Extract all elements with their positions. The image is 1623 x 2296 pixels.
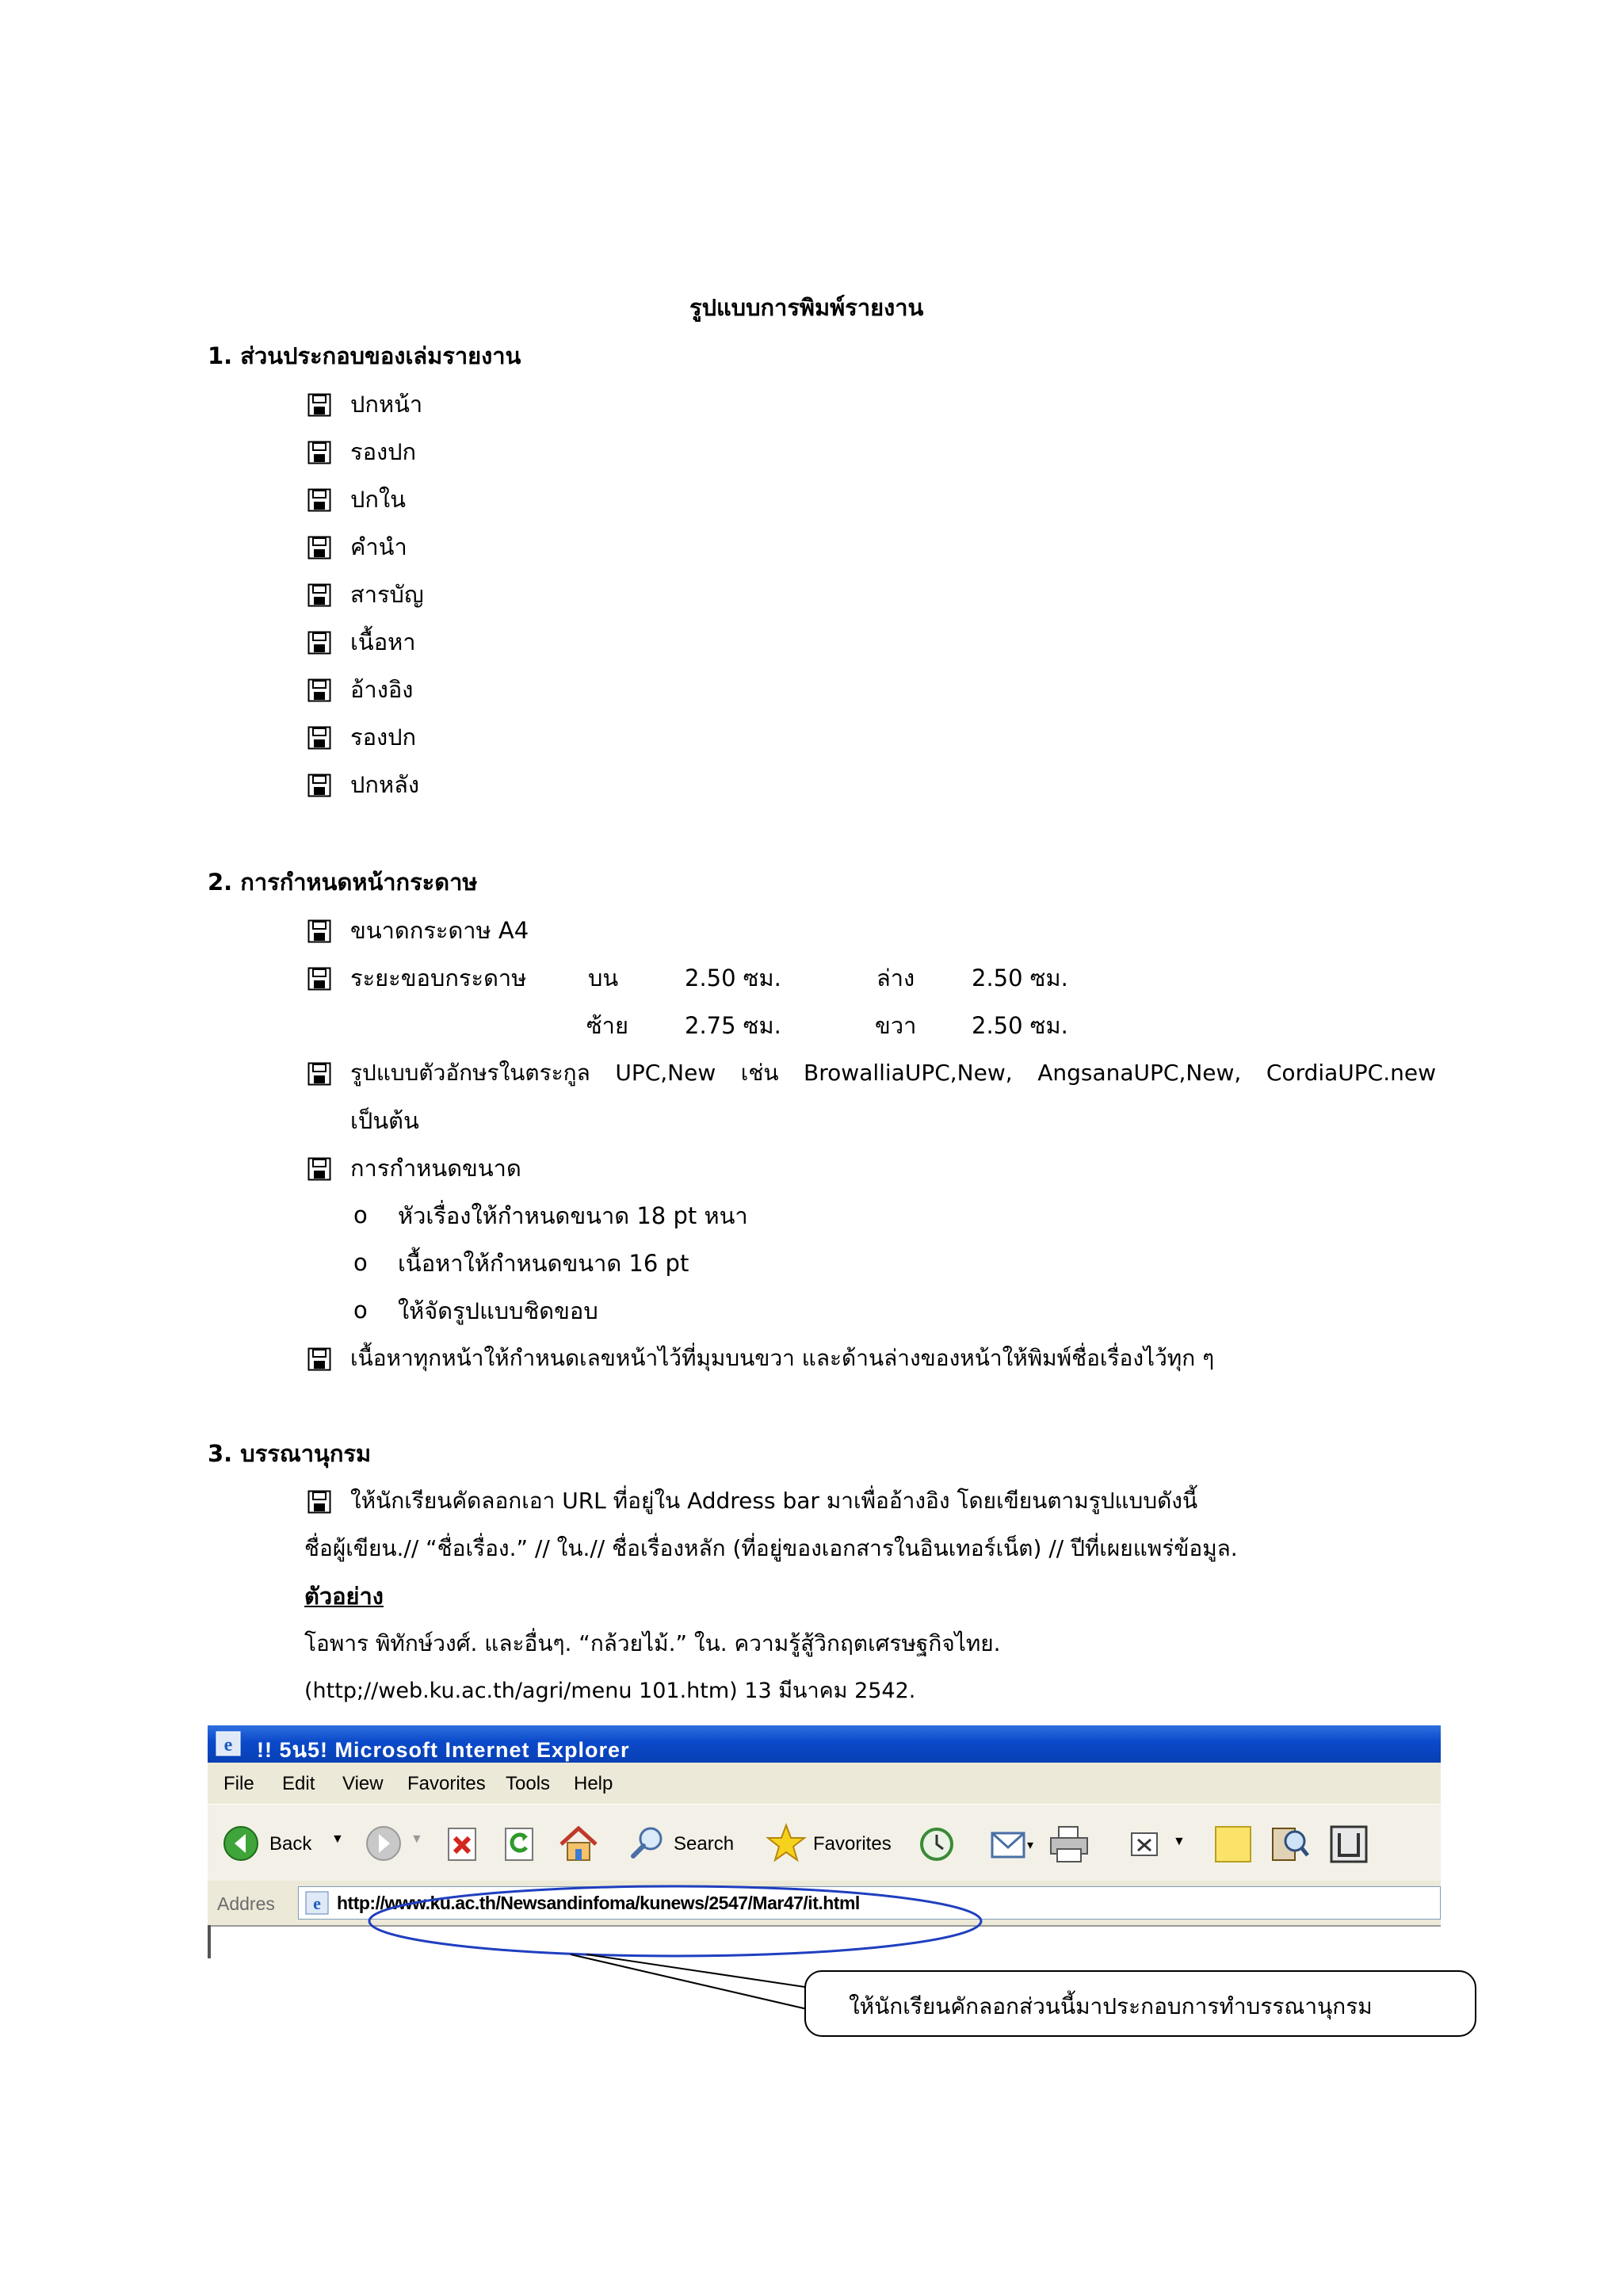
svg-text:▾: ▾ — [1026, 1837, 1034, 1852]
list-item: ให้จัดรูปแบบชิดขอบ — [398, 1297, 598, 1324]
menu-help[interactable]: Help — [574, 1773, 613, 1794]
menu-favorites[interactable]: Favorites — [407, 1773, 486, 1794]
margin-right-label: ขวา — [875, 1012, 917, 1039]
margin-right-value: 2.50 ซม. — [972, 1012, 1068, 1039]
list-item: รองปก — [350, 438, 417, 465]
section-2-heading: 2. การกำหนดหน้ากระดาษ — [208, 869, 478, 896]
list-item: อ้างอิง — [350, 676, 414, 703]
callout-box — [804, 1970, 1476, 2037]
paper-size-text: ขนาดกระดาษ A4 — [350, 917, 529, 944]
example-label: ตัวอย่าง — [304, 1583, 384, 1610]
dropdown-arrow-icon[interactable]: ▼ — [331, 1832, 344, 1846]
menu-view[interactable]: View — [342, 1773, 384, 1794]
margins-label: ระยะขอบกระดาษ — [350, 965, 527, 991]
margin-top-value: 2.50 ซม. — [685, 965, 781, 991]
instruction-text: ให้นักเรียนคัดลอกเอา URL ที่อยู่ใน Address bar มาเพื่ออ้างอิง โดยเขียนตามรูปแบบดังนี้ — [350, 1488, 1198, 1514]
dropdown-arrow-icon[interactable]: ▼ — [1173, 1835, 1186, 1848]
address-url: http://www.ku.ac.th/Newsandinfoma/kunews/2547/Mar47/it.html — [337, 1893, 860, 1913]
favorites-button[interactable]: Favorites — [766, 1823, 900, 1866]
example-url: (http;//web.ku.ac.th/agri/menu 101.htm) 13 มีนาคม 2542. — [304, 1679, 916, 1703]
dropdown-arrow-icon[interactable]: ▼ — [411, 1832, 423, 1846]
page-number-text: เนื้อหาทุกหน้าให้กำหนดเลขหน้าไว้ที่มุมบนขวา และด้านล่างของหน้าให้พิมพ์ชื่อเรื่องไว้ทุก ๆ — [350, 1345, 1215, 1371]
callout-pointer — [586, 1954, 810, 1988]
list-item: ปกหลัง — [350, 771, 420, 798]
example-citation: โอพาร พิทักษ์วงศ์. และอื่นๆ. “กล้วยไม้.” ใน. ความรู้สู้วิกฤตเศรษฐกิจไทย. — [304, 1630, 1001, 1656]
list-item: เนื้อหา — [350, 628, 416, 655]
circle-bullet-icon: o — [353, 1249, 368, 1276]
list-item: รองปก — [350, 724, 417, 751]
back-button[interactable]: Back ▼ — [222, 1824, 349, 1864]
callout-text: ให้นักเรียนคักลอกส่วนนี้มาประกอบการทำบรรณานุกรม — [849, 1993, 1373, 2019]
menu-tools[interactable]: Tools — [506, 1773, 551, 1794]
menu-edit[interactable]: Edit — [282, 1773, 315, 1794]
size-label: การกำหนดขนาด — [350, 1155, 521, 1182]
list-item: หัวเรื่องให้กำหนดขนาด 18 pt หนา — [398, 1202, 748, 1229]
citation-format: ชื่อผู้เขียน.// “ชื่อเรื่อง.” // ใน.// ชื่อเรื่องหลัก (ที่อยู่ของเอกสารในอินเทอร์เน็ต) // ปีที่เผยแพร่ข้อมูล. — [304, 1535, 1238, 1561]
list-item: สารบัญ — [350, 581, 424, 608]
svg-text:e: e — [313, 1893, 321, 1913]
section-3-heading: 3. บรรณานุกรม — [208, 1440, 372, 1467]
page-title: รูปแบบการพิมพ์รายงาน — [689, 294, 924, 321]
list-item: ปกใน — [350, 486, 406, 513]
list-item: ปกหน้า — [350, 391, 423, 418]
highlight-ellipse — [369, 1886, 981, 1956]
window-title: !! 5น5! Microsoft Internet Explorer — [257, 1738, 630, 1762]
margin-left-label: ซ้าย — [586, 1012, 628, 1039]
margin-top-label: บน — [588, 965, 619, 991]
list-item: คำนำ — [350, 533, 407, 560]
menu-file[interactable]: File — [223, 1773, 254, 1794]
circle-bullet-icon: o — [353, 1201, 368, 1228]
list-item: เนื้อหาให้กำหนดขนาด 16 pt — [398, 1250, 689, 1277]
font-family-text: รูปแบบตัวอักษรในตระกูล UPC,New เช่น BrowalliaUPC,New, AngsanaUPC,New, CordiaUPC.new — [350, 1060, 1436, 1086]
address-label: Addres — [217, 1893, 275, 1914]
section-1-heading: 1. ส่วนประกอบของเล่มรายงาน — [208, 342, 521, 369]
margin-bottom-value: 2.50 ซม. — [972, 965, 1068, 991]
search-button[interactable]: Search — [629, 1824, 740, 1864]
margin-bottom-label: ล่าง — [876, 965, 915, 991]
font-family-text-continued: เป็นต้น — [350, 1107, 419, 1134]
circle-bullet-icon: o — [353, 1297, 368, 1324]
margin-left-value: 2.75 ซม. — [685, 1012, 781, 1039]
svg-text:e: e — [223, 1735, 233, 1755]
